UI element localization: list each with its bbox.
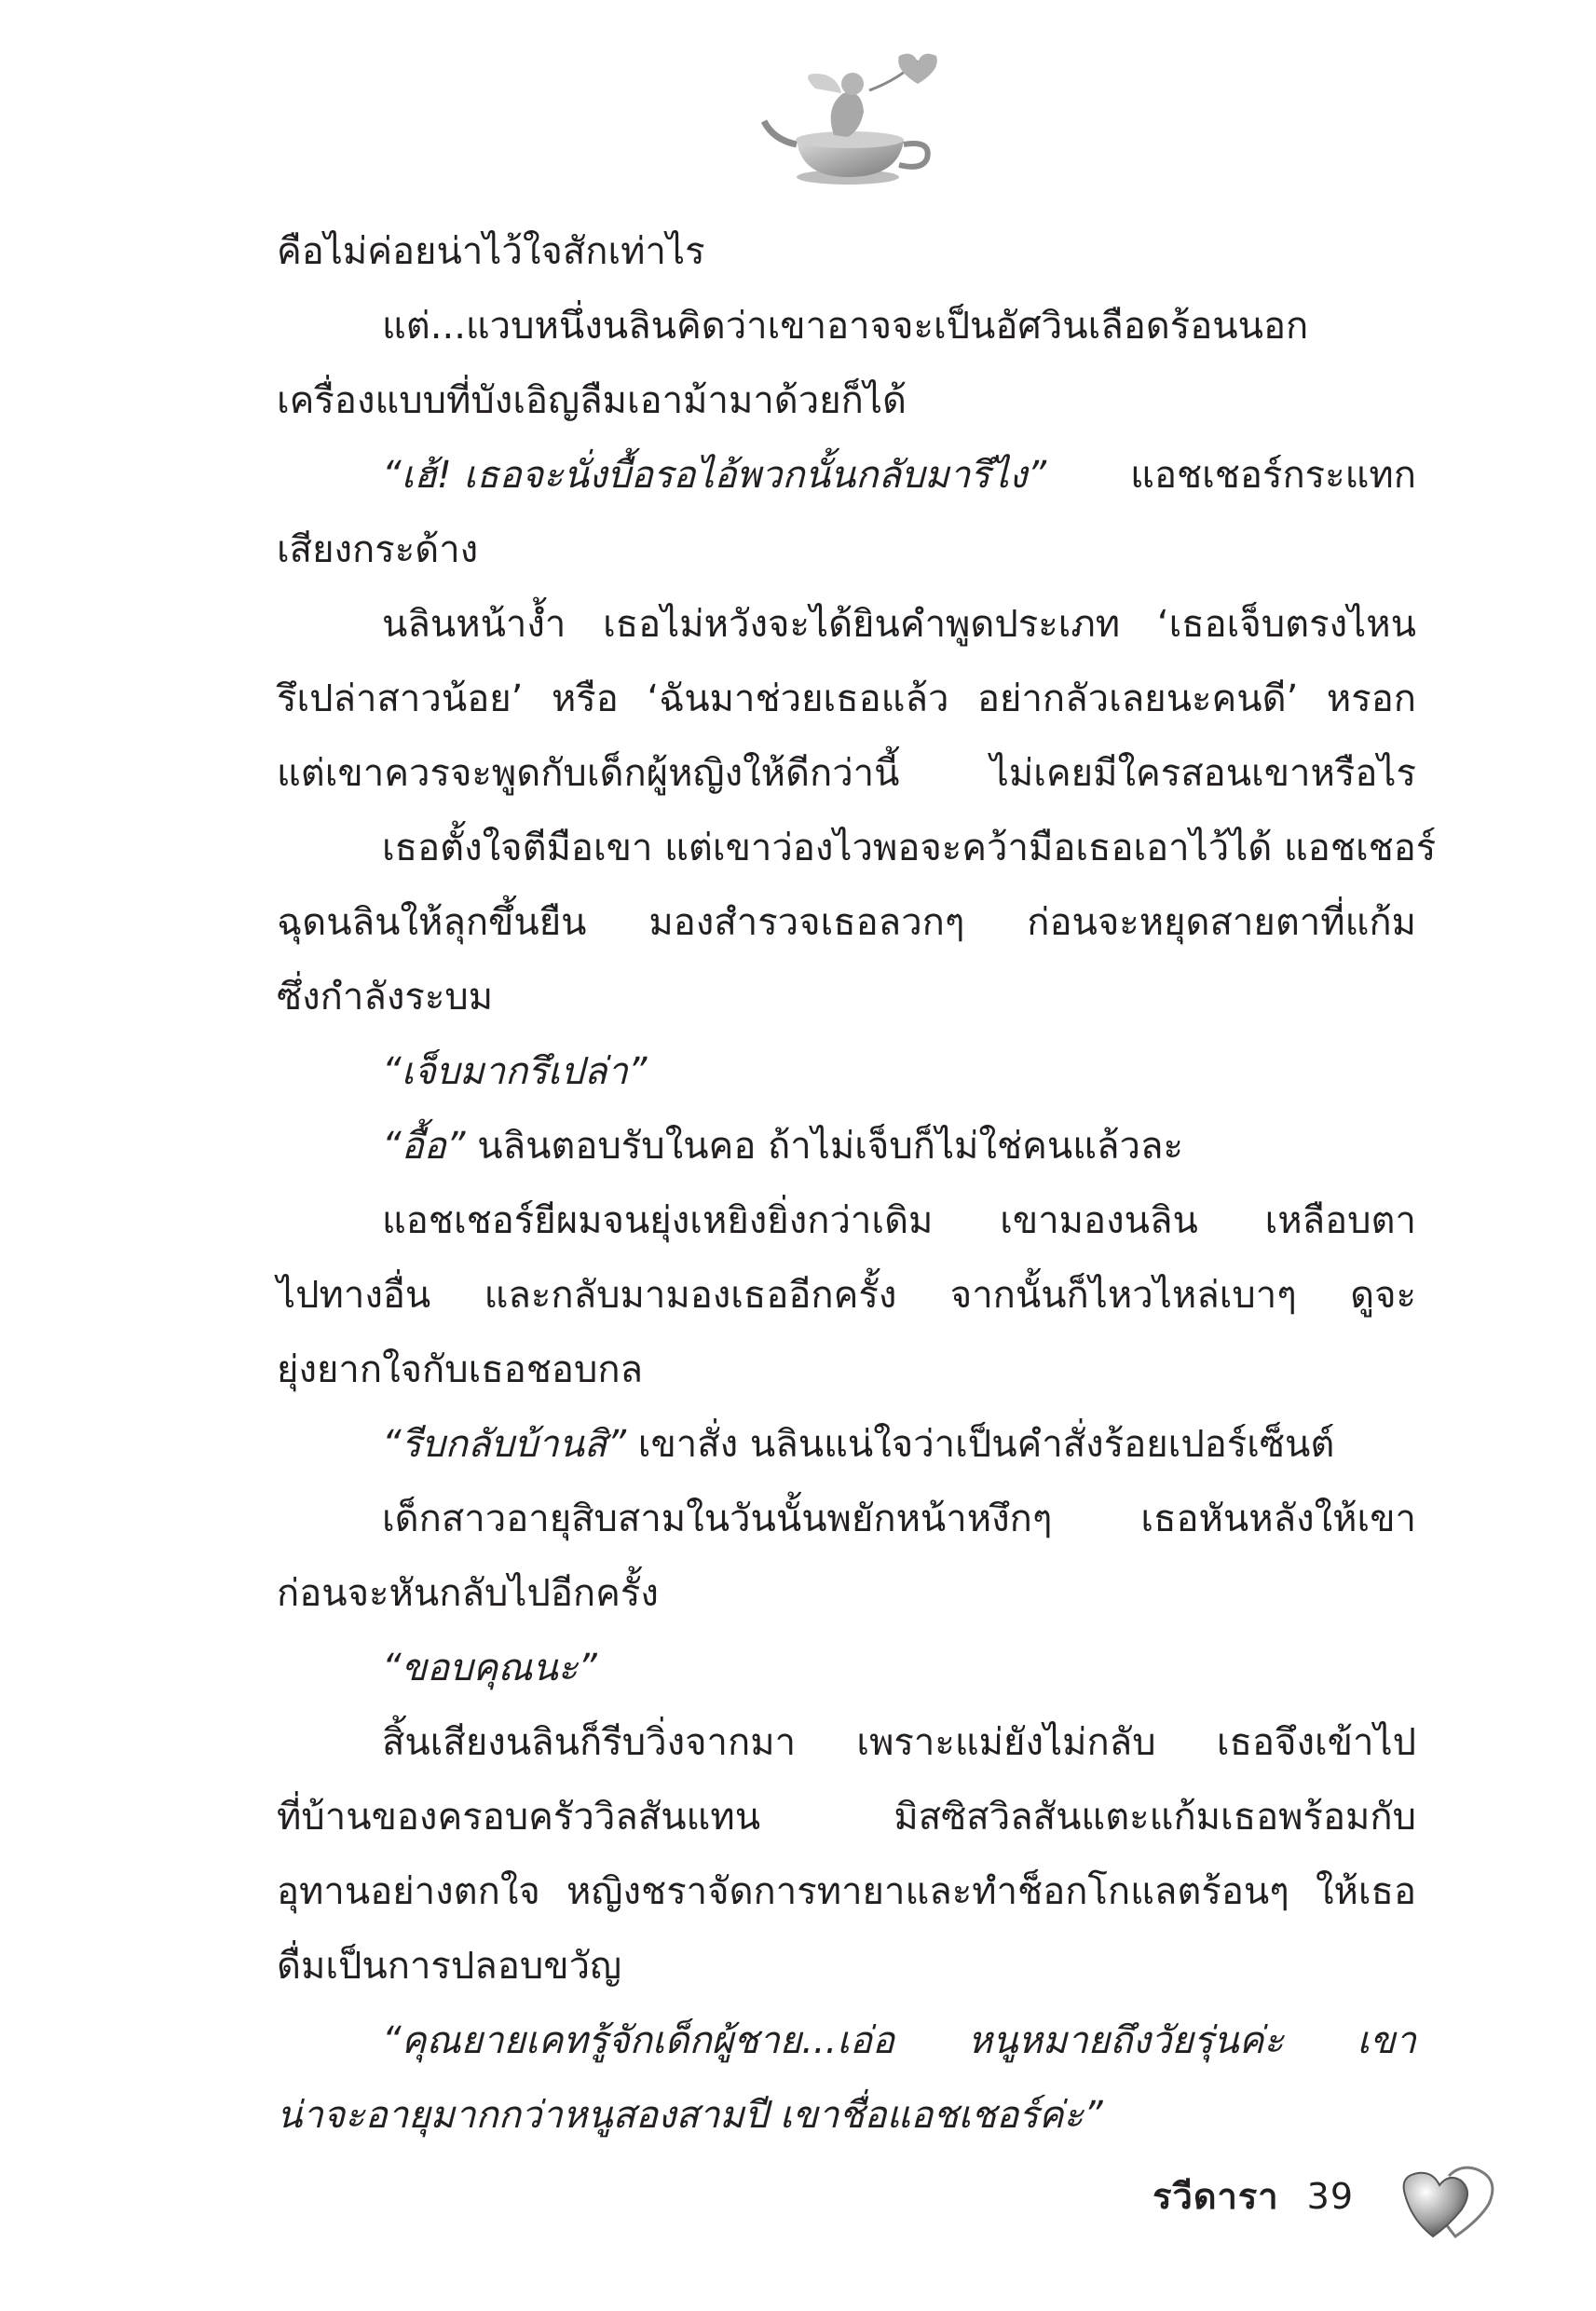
text-line — [382, 447, 1416, 503]
text-line: ดื่มเป็นการปลอบขวัญ — [277, 1945, 622, 1988]
text-line: ฉุดนลินให้ลุกขึ้นยืน มองสำรวจเธอลวกๆ ก่อนจะหยุดสายตาที่แก้ม — [277, 901, 1416, 944]
text-span: เขาสั่ง นลินแน่ใจว่าเป็นคำสั่งร้อยเปอร์เซ็นต์ — [637, 1423, 1335, 1466]
text-line — [382, 1416, 1334, 1472]
text-line: ยุ่งยากใจกับเธอชอบกล — [277, 1348, 644, 1391]
dialogue-quote: “เฮ้! เธอจะนั่งบื้อรอไอ้พวกนั้นกลับมารึไง” — [382, 454, 1047, 497]
text-line: เธอตั้งใจตีมือเขา แต่เขาว่องไวพอจะคว้ามือเธอเอาไว้ได้ แอชเชอร์ — [382, 827, 1437, 869]
text-line: แต่...แวบหนึ่งนลินคิดว่าเขาอาจจะเป็นอัศวินเลือดร้อนนอก — [382, 305, 1309, 348]
text-line: ซึ่งกำลังระบม — [277, 976, 494, 1019]
text-line: แต่เขาควรจะพูดกับเด็กผู้หญิงให้ดีกว่านี้ ไม่เคยมีใครสอนเขาหรือไร — [277, 752, 1416, 795]
text-line: ที่บ้านของครอบครัววิลสันแทน มิสซิสวิลสันแตะแก้มเธอพร้อมกับ — [277, 1796, 1416, 1839]
text-line: ไปทางอื่น และกลับมามองเธออีกครั้ง จากนั้นก็ไหวไหล่เบาๆ ดูจะ — [277, 1274, 1416, 1317]
dialogue-quote: “รีบกลับบ้านสิ” — [382, 1423, 627, 1466]
text-line: ก่อนจะหันกลับไปอีกครั้ง — [277, 1572, 659, 1615]
text-line: เด็กสาวอายุสิบสามในวันนั้นพยักหน้าหงึกๆ เธอหันหลังให้เขา — [382, 1497, 1416, 1540]
book-title: รวีดารา — [1153, 2176, 1279, 2217]
double-heart-icon — [1398, 2162, 1505, 2241]
text-line: สิ้นเสียงนลินก็รีบวิ่งจากมา เพราะแม่ยังไม่กลับ เธอจึงเข้าไป — [382, 1721, 1416, 1764]
dialogue-quote: “อื้อ” — [382, 1125, 466, 1168]
text-line: เครื่องแบบที่บังเอิญลืมเอาม้ามาด้วยก็ได้ — [277, 379, 907, 422]
text-line: เสียงกระด้าง — [277, 528, 479, 571]
text-line: คือไม่ค่อยน่าไว้ใจสักเท่าไร — [277, 230, 705, 273]
text-line: อุทานอย่างตกใจ หญิงชราจัดการทายาและทำช็อกโกแลตร้อนๆ ให้เธอ — [277, 1870, 1416, 1913]
text-span: นลินตอบรับในคอ ถ้าไม่เจ็บก็ไม่ใช่คนแล้วละ — [477, 1125, 1183, 1168]
text-line: นลินหน้างํ้า เธอไม่หวังจะได้ยินคำพูดประเภท ‘เธอเจ็บตรงไหน — [382, 603, 1416, 646]
dialogue-quote: น่าจะอายุมากกว่าหนูสองสามปี เขาชื่อแอชเชอร์ค่ะ” — [277, 2094, 1103, 2137]
dialogue-quote: “เจ็บมากรึเปล่า” — [382, 1050, 648, 1093]
dialogue-quote: “ขอบคุณนะ” — [382, 1647, 597, 1689]
text-line: รึเปล่าสาวน้อย’ หรือ ‘ฉันมาช่วยเธอแล้ว อย่ากลัวเลยนะคนดี’ หรอก — [277, 677, 1416, 720]
footer-label — [1153, 2167, 1354, 2224]
text-span: แอชเชอร์กระแทก — [1130, 454, 1416, 497]
cupid-teapot-ornament-icon — [759, 51, 946, 191]
dialogue-quote: “คุณยายเคทรู้จักเด็กผู้ชาย...เอ่อ หนูหมายถึงวัยรุ่นค่ะ เขา — [382, 2019, 1416, 2062]
page-number: 39 — [1306, 2176, 1354, 2217]
text-line: แอชเชอร์ยีผมจนยุ่งเหยิงยิ่งกว่าเดิม เขามองนลิน เหลือบตา — [382, 1199, 1416, 1242]
text-line — [382, 1118, 1183, 1174]
page-footer — [0, 2153, 1596, 2236]
